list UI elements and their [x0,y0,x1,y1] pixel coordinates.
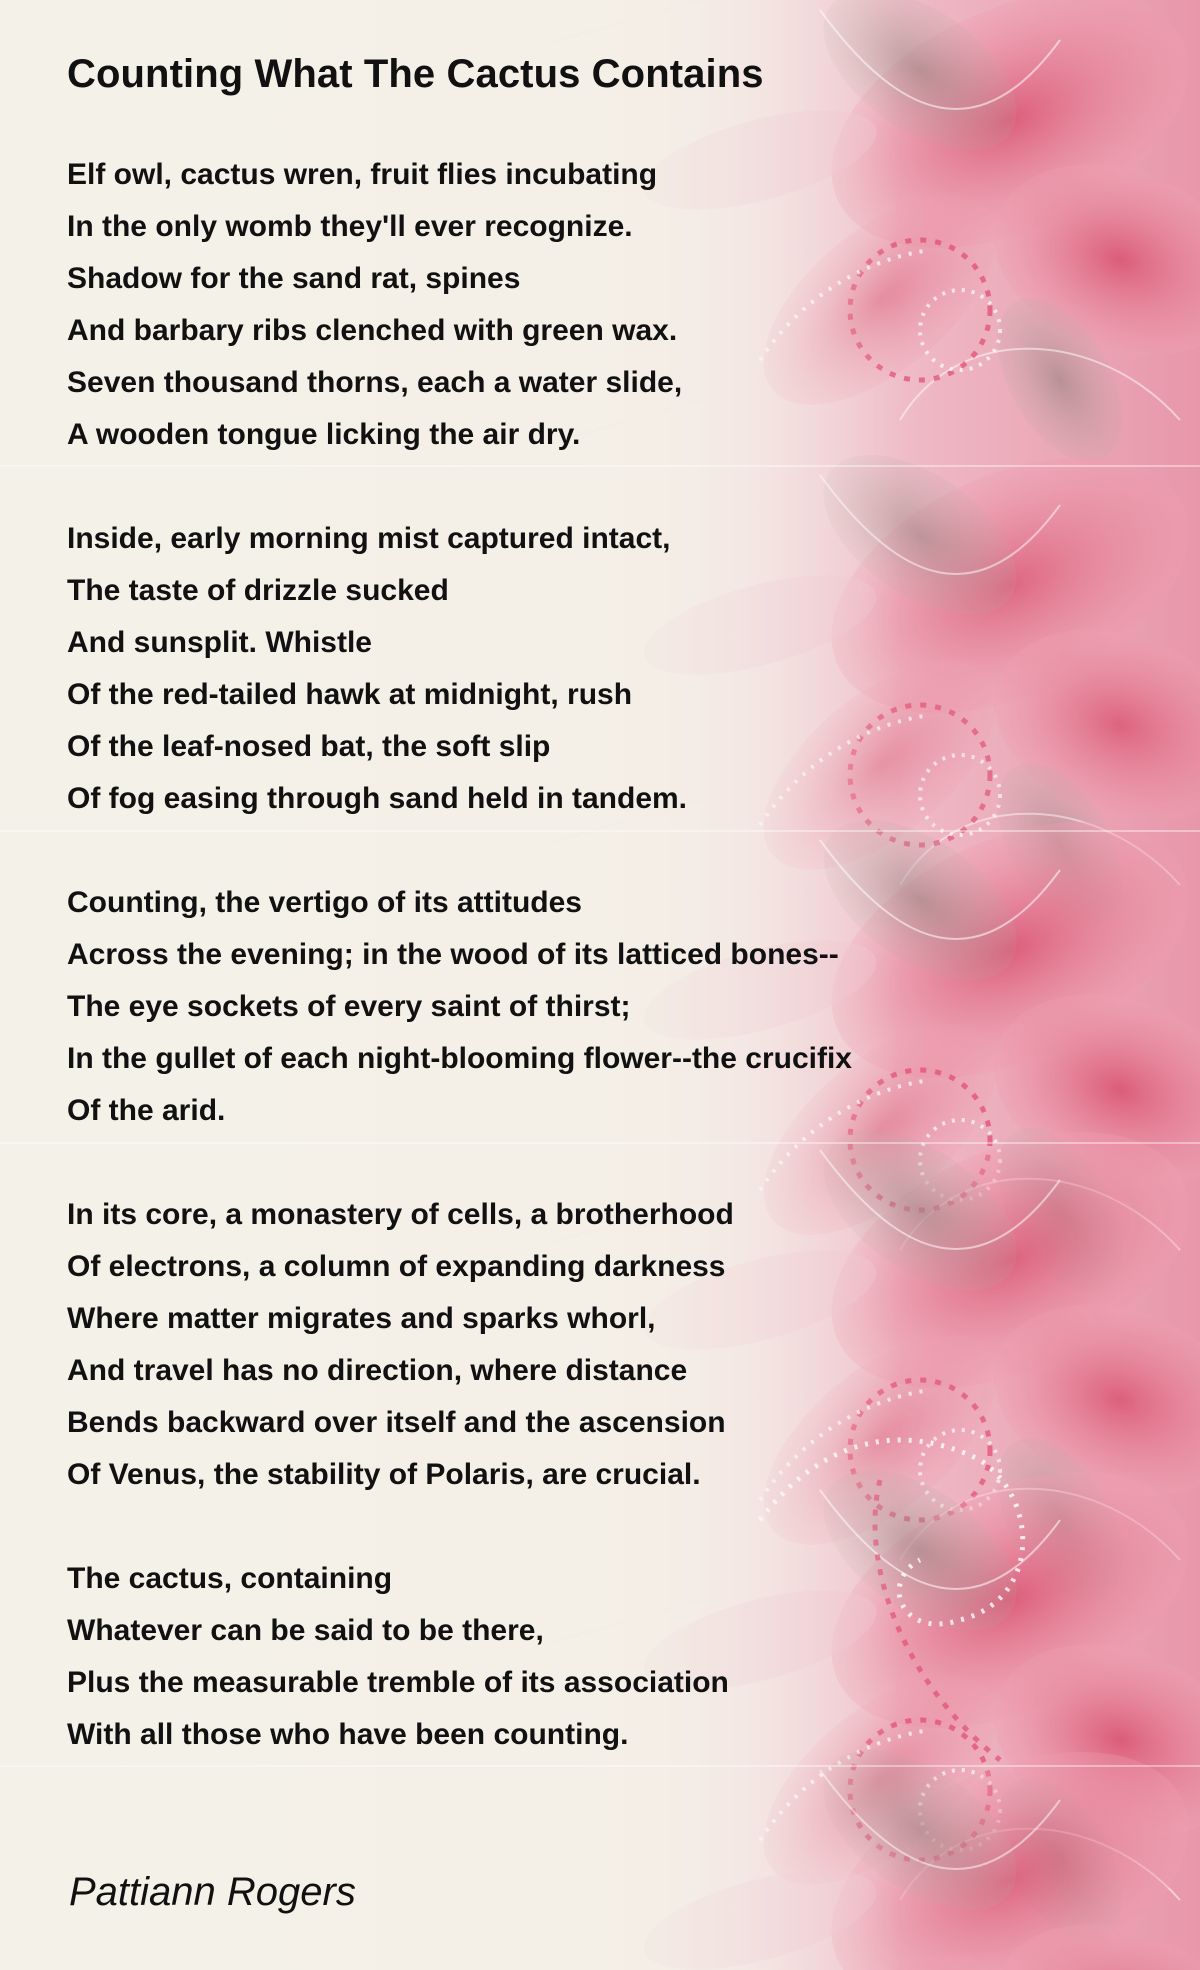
poem-line: Of the red-tailed hawk at midnight, rush [67,678,633,711]
poem-line: A wooden tongue licking the air dry. [67,418,581,451]
author-name: Pattiann Rogers [69,1870,356,1914]
poem-line: And sunsplit. Whistle [67,626,372,659]
poem-line: Elf owl, cactus wren, fruit flies incubating [67,158,658,191]
poem-line: In its core, a monastery of cells, a brotherhood [67,1198,734,1231]
poem-line: Plus the measurable tremble of its association [67,1666,729,1699]
poem-line: Of Venus, the stability of Polaris, are crucial. [67,1458,701,1491]
poem-line: The taste of drizzle sucked [67,574,449,607]
poem-line: Shadow for the sand rat, spines [67,262,521,295]
poem-line: In the gullet of each night-blooming flower--the crucifix [67,1042,852,1075]
poem-line: Where matter migrates and sparks whorl, [67,1302,656,1335]
poem-line: Of fog easing through sand held in tandem. [67,782,688,815]
poem-line: Seven thousand thorns, each a water slide, [67,366,683,399]
poem-line: The eye sockets of every saint of thirst; [67,990,631,1023]
poem-line: Of the leaf-nosed bat, the soft slip [67,730,551,763]
poem-line: Counting, the vertigo of its attitudes [67,886,582,919]
poem-line: Of electrons, a column of expanding darkness [67,1250,726,1283]
poem-line: The cactus, containing [67,1562,393,1595]
poem-line: In the only womb they'll ever recognize. [67,210,633,243]
poem-line: And barbary ribs clenched with green wax. [67,314,678,347]
poem-line: Across the evening; in the wood of its latticed bones-- [67,938,839,971]
poem-title: Counting What The Cactus Contains [67,52,764,96]
poem-line: And travel has no direction, where distance [67,1354,688,1387]
poem-line: With all those who have been counting. [67,1718,629,1751]
poem-line: Of the arid. [67,1094,226,1127]
poem-line: Inside, early morning mist captured intact, [67,522,671,555]
poem-line: Bends backward over itself and the ascension [67,1406,726,1439]
poem-line: Whatever can be said to be there, [67,1614,544,1647]
